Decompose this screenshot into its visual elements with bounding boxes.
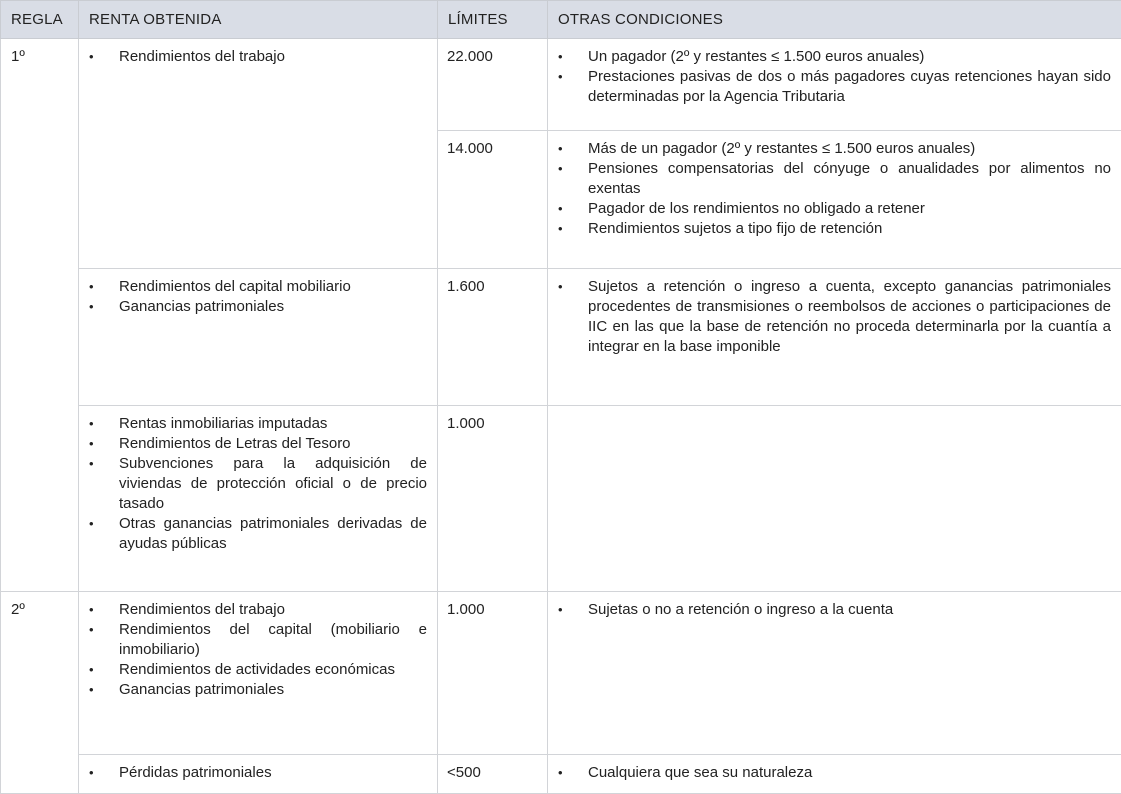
table-row (1, 592, 1121, 755)
rule-2-label: 2º (1, 592, 79, 794)
list-item: • Rendimientos del trabajo (89, 47, 427, 67)
table-row (1, 406, 1121, 592)
list-item: • Rentas inmobiliarias imputadas (89, 414, 427, 434)
list-item: • Rendimientos sujetos a tipo fijo de retención (558, 219, 1111, 239)
list-item: • Rendimientos del capital mobiliario (89, 277, 427, 297)
limit-cell: 1.600 (438, 269, 548, 406)
conditions-cell (548, 592, 1121, 755)
header-regla: REGLA (1, 1, 79, 39)
renta-list (89, 277, 427, 317)
limit-cell: 14.000 (438, 131, 548, 269)
conditions-list (558, 600, 1111, 620)
renta-cell (79, 269, 438, 406)
header-renta-obtenida: RENTA OBTENIDA (79, 1, 438, 39)
limit-cell: 22.000 (438, 39, 548, 131)
limit-cell: 1.000 (438, 406, 548, 592)
list-item: • Sujetos a retención o ingreso a cuenta, excepto ganancias patrimoniales procedentes de transmisiones o reembolsos de acciones o participaciones de IIC en las que la base de retención no proceda determinarla por la cuantía a integrar en la base imponible (558, 277, 1111, 357)
list-item: • Pensiones compensatorias del cónyuge o anualidades por alimentos no exentas (558, 159, 1111, 199)
table-row (1, 269, 1121, 406)
renta-cell (79, 755, 438, 794)
list-item: • Pagador de los rendimientos no obligado a retener (558, 199, 1111, 219)
conditions-list (558, 47, 1111, 107)
header-otras-condiciones: OTRAS CONDICIONES (548, 1, 1121, 39)
renta-list (89, 763, 427, 783)
renta-cell (79, 39, 438, 269)
renta-cell (79, 406, 438, 592)
list-item: • Ganancias patrimoniales (89, 297, 427, 317)
conditions-cell (548, 755, 1121, 794)
renta-list (89, 414, 427, 554)
list-item: • Subvenciones para la adquisición de viviendas de protección oficial o de precio tasado (89, 454, 427, 514)
conditions-cell (548, 39, 1121, 131)
conditions-cell (548, 131, 1121, 269)
table-row (1, 755, 1121, 794)
limit-cell: 1.000 (438, 592, 548, 755)
conditions-list (558, 277, 1111, 357)
table-row (1, 39, 1121, 131)
conditions-cell (548, 269, 1121, 406)
list-item: • Rendimientos del capital (mobiliario e inmobiliario) (89, 620, 427, 660)
table-header-row (1, 1, 1121, 39)
list-item: • Rendimientos de Letras del Tesoro (89, 434, 427, 454)
list-item: • Prestaciones pasivas de dos o más pagadores cuyas retenciones hayan sido determinadas por la Agencia Tributaria (558, 67, 1111, 107)
list-item: • Más de un pagador (2º y restantes ≤ 1.500 euros anuales) (558, 139, 1111, 159)
list-item: • Ganancias patrimoniales (89, 680, 427, 700)
list-item: • Un pagador (2º y restantes ≤ 1.500 euros anuales) (558, 47, 1111, 67)
limit-cell: <500 (438, 755, 548, 794)
renta-list (89, 600, 427, 700)
conditions-list (558, 139, 1111, 239)
renta-list (89, 47, 427, 67)
header-limites: LÍMITES (438, 1, 548, 39)
list-item: • Sujetas o no a retención o ingreso a la cuenta (558, 600, 1111, 620)
list-item: • Rendimientos de actividades económicas (89, 660, 427, 680)
rule-1-label: 1º (1, 39, 79, 592)
conditions-cell (548, 406, 1121, 592)
list-item: • Rendimientos del trabajo (89, 600, 427, 620)
list-item: • Cualquiera que sea su naturaleza (558, 763, 1111, 783)
conditions-list (558, 763, 1111, 783)
renta-cell (79, 592, 438, 755)
list-item: • Pérdidas patrimoniales (89, 763, 427, 783)
list-item: • Otras ganancias patrimoniales derivadas de ayudas públicas (89, 514, 427, 554)
